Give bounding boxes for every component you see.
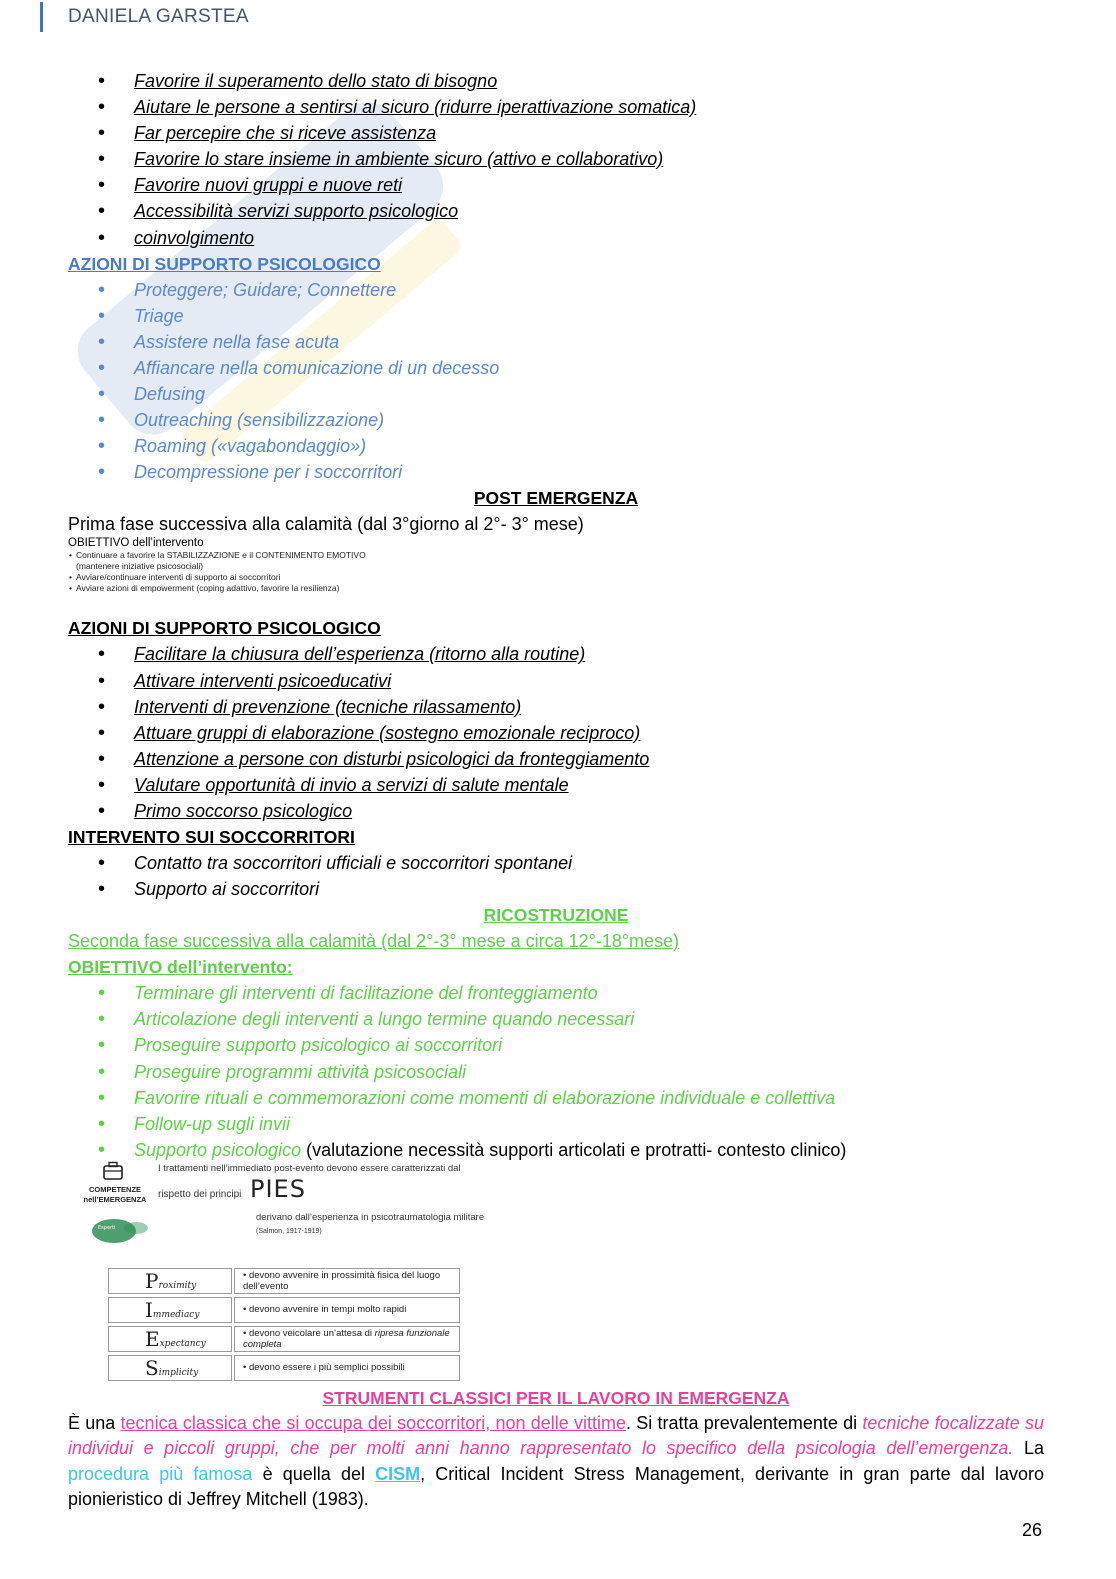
list-item: • Assistere nella fase acuta xyxy=(68,329,1044,355)
list-item: • Continuare a favorire la STABILIZZAZIONE e il CONTENIMENTO EMOTIVO (mantenere iniziative psicosociali) xyxy=(68,550,368,572)
list-item: • Favorire rituali e commemorazioni come momenti di elaborazione individuale e collettiva xyxy=(68,1085,1044,1111)
list-item: • Roaming («vagabondaggio») xyxy=(68,433,1044,459)
list-item: • Favorire lo stare insieme in ambiente sicuro (attivo e collaborativo) xyxy=(68,146,1044,172)
support-actions-list-1 xyxy=(68,277,1044,486)
list-item: • Accessibilità servizi supporto psicologico xyxy=(68,198,1044,224)
briefcase-icon xyxy=(102,1161,124,1181)
list-item: • Terminare gli interventi di facilitazione del fronteggiamento xyxy=(68,980,1044,1006)
classic-tools-title: STRUMENTI CLASSICI PER IL LAVORO IN EMERGENZA xyxy=(322,1387,790,1408)
support-actions-title-2: AZIONI DI SUPPORTO PSICOLOGICO xyxy=(68,618,381,639)
page-content xyxy=(68,68,1044,1513)
table-row: Immediacy • devono avvenire in tempi molto rapidi xyxy=(108,1297,460,1323)
list-item: • Proseguire programmi attività psicosociali xyxy=(68,1059,1044,1085)
table-row: Simplicity • devono essere i più semplici possibili xyxy=(108,1355,460,1381)
reconstruction-title: RICOSTRUZIONE xyxy=(483,905,629,926)
list-item: • Defusing xyxy=(68,381,1044,407)
list-item: • Supporto psicologico (valutazione necessità supporti articolati e protratti- contesto clinico) xyxy=(68,1137,1044,1163)
pies-table xyxy=(106,1265,462,1384)
list-item: • Articolazione degli interventi a lungo termine quando necessari xyxy=(68,1006,1044,1032)
splash-label: Esperti xyxy=(98,1224,116,1231)
list-item: • Attuare gruppi di elaborazione (sostegno emozionale reciproco) xyxy=(68,720,1044,746)
list-item: • Avviare/continuare interventi di supporto ai soccorritori xyxy=(68,572,368,583)
table-row: Expectancy • devono veicolare un’attesa di ripresa funzionale completa xyxy=(108,1326,460,1352)
list-item: • Attenzione a persone con disturbi psicologici da fronteggiamento xyxy=(68,746,1044,772)
list-item: • Primo soccorso psicologico xyxy=(68,798,1044,824)
page-number: 26 xyxy=(1022,1520,1043,1540)
list-item: • Proseguire supporto psicologico ai soccorritori xyxy=(68,1032,1044,1058)
objective-image-box xyxy=(68,537,368,615)
objective-box-list xyxy=(68,550,368,594)
post-emergency-subtitle: Prima fase successiva alla calamità (dal 3°giorno al 2°- 3° mese) xyxy=(68,514,584,535)
classic-tools-paragraph: È una tecnica classica che si occupa dei soccorritori, non delle vittime. Si tratta prevalentemente di tecniche focalizzate su individui e piccoli gruppi, che per molti anni hanno rappresentato lo specifico della psicologia dell’emergenza. La procedura più famosa è quella del CISM, Critical Incident Stress Management, derivante in gran parte dal lavoro pionieristico di Jeffrey Mitchell (1983). xyxy=(68,1412,1045,1510)
list-item: • Favorire nuovi gruppi e nuove reti xyxy=(68,172,1044,198)
list-item: • Proteggere; Guidare; Connettere xyxy=(68,277,1044,303)
pies-origin: derivano dall’esperienza in psicotraumatologia militare (Salmon, 1917-1919) xyxy=(256,1211,485,1235)
post-emergency-title: POST EMERGENZA xyxy=(473,488,639,509)
support-actions-title-1: AZIONI DI SUPPORTO PSICOLOGICO xyxy=(68,253,381,274)
reconstruction-list xyxy=(68,980,1044,1163)
reconstruction-subtitle: Seconda fase successiva alla calamità (dal 2°-3° mese a circa 12°-18°mese) xyxy=(68,931,680,952)
support-actions-list-2 xyxy=(68,641,1044,824)
list-item: • Favorire il superamento dello stato di bisogno xyxy=(68,68,1044,94)
list-item: • Interventi di prevenzione (tecniche rilassamento) xyxy=(68,694,1044,720)
list-item: • Facilitare la chiusura dell’esperienza (ritorno alla routine) xyxy=(68,641,1044,667)
objective-box-title: OBIETTIVO dell’intervento xyxy=(68,537,204,550)
green-splash-shape xyxy=(88,1215,152,1245)
rescuers-list xyxy=(68,850,1044,902)
objectives-list xyxy=(68,68,1044,251)
list-item: • Follow-up sugli invii xyxy=(68,1111,1044,1137)
list-item: • Outreaching (sensibilizzazione) xyxy=(68,407,1044,433)
list-item: • Far percepire che si riceve assistenza xyxy=(68,120,1044,146)
list-item: • Triage xyxy=(68,303,1044,329)
list-item: • Avviare azioni di empowerment (coping adattivo, favorire la resilienza) xyxy=(68,583,368,594)
pies-acronym: PIES xyxy=(250,1174,306,1203)
list-item: • Attivare interventi psicoeducativi xyxy=(68,668,1044,694)
reconstruction-objective-title: OBIETTIVO dell’intervento: xyxy=(68,957,293,978)
list-item: • Supporto ai soccorritori xyxy=(68,876,1044,902)
pies-figure xyxy=(80,1163,500,1385)
list-item: • Valutare opportunità di invio a servizi di salute mentale xyxy=(68,772,1044,798)
list-item: • Decompressione per i soccorritori xyxy=(68,459,1044,485)
header-author: DANIELA GARSTEA xyxy=(68,6,249,27)
list-item: • Aiutare le persone a sentirsi al sicuro (ridurre iperattivazione somatica) xyxy=(68,94,1044,120)
rescuers-title: INTERVENTO SUI SOCCORRITORI xyxy=(68,827,355,848)
list-item: • Affiancare nella comunicazione di un decesso xyxy=(68,355,1044,381)
header-accent-bar xyxy=(40,2,43,32)
table-row: Proximity • devono avvenire in prossimità fisica del luogo dell’evento xyxy=(108,1268,460,1294)
pies-top-label: I trattamenti nell’immediato post-evento devono essere caratterizzati dal xyxy=(158,1162,461,1174)
list-item: • Contatto tra soccorritori ufficiali e soccorritori spontanei xyxy=(68,850,1044,876)
competence-badge: COMPETENZE nell’EMERGENZA xyxy=(83,1184,147,1204)
list-item: • coinvolgimento xyxy=(68,225,1044,251)
pies-respect-label: rispetto dei principi xyxy=(158,1188,242,1200)
